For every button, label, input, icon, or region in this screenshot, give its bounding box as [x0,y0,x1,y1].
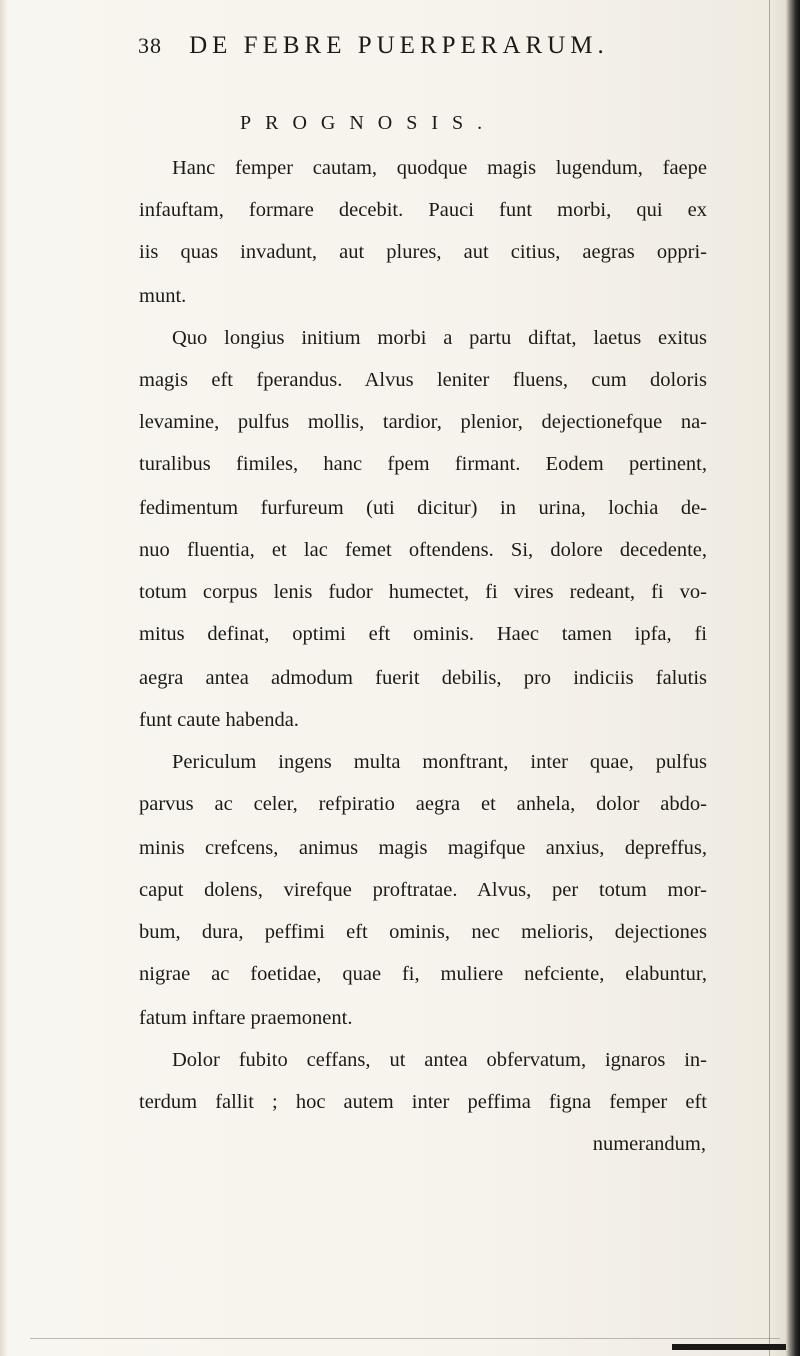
text-line: turalibus fimiles, hanc fpem firmant. Eodem pertinent, [139,453,707,475]
text-line: minis crefcens, animus magis magifque anxius, depreffus, [139,837,707,859]
text-line: Periculum ingens multa monftrant, inter quae, pulfus [172,751,707,773]
running-header [138,32,678,66]
text-line: parvus ac celer, refpiratio aegra et anhela, dolor abdo- [139,793,707,815]
bottom-edge-shadow [672,1344,786,1350]
text-line: caput dolens, virefque proftratae. Alvus, per totum mor- [139,879,707,901]
text-line: fedimentum furfureum (uti dicitur) in urina, lochia de- [139,497,707,519]
text-line: funt caute habenda. [139,709,299,731]
page-edge-line [769,0,770,1356]
text-line: Dolor fubito ceffans, ut antea obfervatum, ignaros in- [172,1049,707,1071]
book-spine-edge [786,0,800,1356]
page-gutter-shadow [0,0,8,1356]
catchword: numerandum, [592,1133,706,1155]
text-line: totum corpus lenis fudor humectet, fi vires redeant, fi vo- [139,581,707,603]
text-line: levamine, pulfus mollis, tardior, plenior, dejectionefque na- [139,411,707,433]
text-line: fatum inftare praemonent. [139,1007,353,1029]
text-line: munt. [139,285,187,307]
text-line: terdum fallit ; hoc autem inter peffima figna femper eft [139,1091,707,1113]
text-line: bum, dura, peffimi eft ominis, nec melioris, dejectiones [139,921,707,943]
bottom-edge-line [30,1338,780,1339]
section-title: PROGNOSIS. [240,112,497,134]
text-line: iis quas invadunt, aut plures, aut citius, aegras oppri- [139,241,707,263]
page-number: 38 [138,33,162,58]
text-line: aegra antea admodum fuerit debilis, pro indiciis falutis [139,667,707,689]
text-line: Quo longius initium morbi a partu diftat, laetus exitus [172,327,707,349]
text-line: Hanc femper cautam, quodque magis lugendum, faepe [172,157,707,179]
running-title: DE FEBRE PUERPERARUM. [189,32,609,59]
text-line: infauftam, formare decebit. Pauci funt morbi, qui ex [139,199,707,221]
text-line: nuo fluentia, et lac femet oftendens. Si, dolore decedente, [139,539,707,561]
text-line: mitus definat, optimi eft ominis. Haec tamen ipfa, fi [139,623,707,645]
text-line: nigrae ac foetidae, quae fi, muliere nefciente, elabuntur, [139,963,707,985]
text-line: magis eft fperandus. Alvus leniter fluens, cum doloris [139,369,707,391]
